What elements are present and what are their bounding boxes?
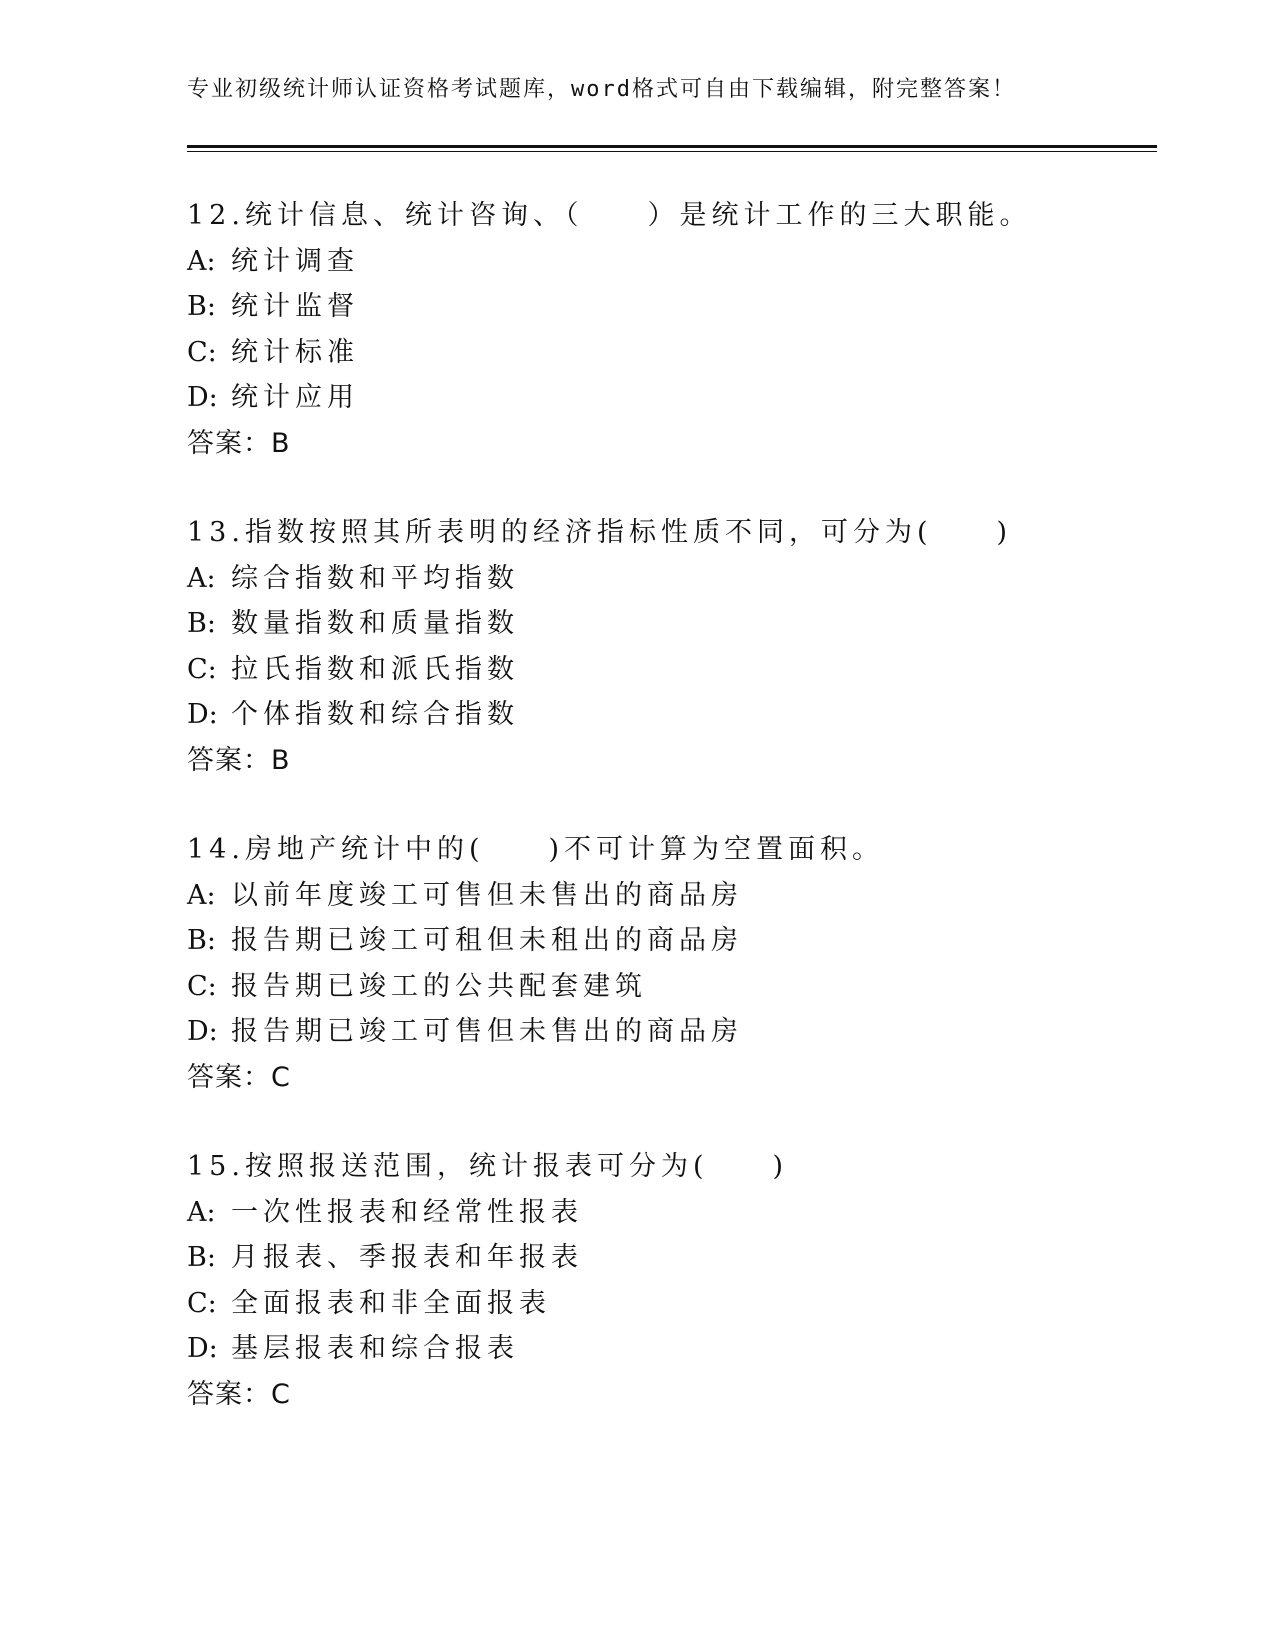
- option-key: C:: [187, 1287, 217, 1319]
- option-key: A:: [187, 245, 216, 277]
- option-c: [187, 330, 1167, 376]
- option-text: 数量指数和质量指数: [231, 608, 519, 639]
- option-text: 基层报表和综合报表: [231, 1333, 519, 1364]
- option-text: 个体指数和综合指数: [231, 699, 519, 730]
- option-text: 一次性报表和经常性报表: [231, 1196, 583, 1228]
- option-key: D:: [187, 1016, 218, 1047]
- option-key: B:: [187, 925, 216, 956]
- option-text: 月报表、季报表和年报表: [231, 1242, 583, 1273]
- option-d: [187, 1326, 1167, 1372]
- answer: 答案：B: [187, 744, 291, 776]
- option-b: [187, 601, 1167, 647]
- question-stem: 12.统计信息、统计咨询、（ ）是统计工作的三大职能。: [187, 200, 1032, 231]
- option-text: 报告期已竣工可售但未售出的商品房: [231, 1016, 743, 1047]
- option-key: A:: [187, 562, 216, 594]
- option-d: [187, 692, 1167, 738]
- question-stem: 13.指数按照其所表明的经济指标性质不同，可分为( ): [187, 517, 1013, 548]
- option-c: [187, 647, 1167, 693]
- answer: 答案：B: [187, 427, 291, 459]
- option-text: 报告期已竣工可租但未租出的商品房: [231, 925, 743, 956]
- option-key: C:: [187, 970, 217, 1002]
- option-key: A:: [187, 1196, 216, 1228]
- header-rule-thick: [187, 145, 1157, 148]
- answer: 答案：C: [187, 1378, 291, 1410]
- option-key: C:: [187, 336, 217, 368]
- option-b: [187, 1235, 1167, 1281]
- option-c: [187, 964, 1167, 1010]
- option-text: 统计监督: [231, 291, 359, 322]
- option-text: 综合指数和平均指数: [231, 562, 519, 594]
- option-key: B:: [187, 291, 216, 322]
- option-key: D:: [187, 382, 218, 413]
- option-a: [187, 239, 1167, 285]
- question-15: [187, 1144, 1167, 1417]
- option-key: D:: [187, 1333, 218, 1364]
- question-14: [187, 827, 1167, 1100]
- option-text: 报告期已竣工的公共配套建筑: [231, 970, 647, 1002]
- question-12: [187, 193, 1167, 466]
- option-a: [187, 873, 1167, 919]
- option-key: A:: [187, 879, 216, 911]
- option-d: [187, 375, 1167, 421]
- option-b: [187, 284, 1167, 330]
- option-text: 统计应用: [231, 382, 359, 413]
- option-text: 全面报表和非全面报表: [231, 1287, 551, 1319]
- option-b: [187, 918, 1167, 964]
- option-key: D:: [187, 699, 218, 730]
- answer: 答案：C: [187, 1061, 291, 1093]
- option-d: [187, 1009, 1167, 1055]
- option-key: C:: [187, 653, 217, 685]
- option-text: 统计调查: [231, 245, 359, 277]
- header-rule-thin: [187, 151, 1157, 152]
- option-text: 统计标准: [231, 336, 359, 368]
- question-stem: 14.房地产统计中的( )不可计算为空置面积。: [187, 834, 885, 865]
- option-key: B:: [187, 1242, 216, 1273]
- page-header: 专业初级统计师认证资格考试题库，word格式可自由下载编辑，附完整答案！: [187, 77, 1016, 102]
- option-c: [187, 1281, 1167, 1327]
- option-a: [187, 1190, 1167, 1236]
- question-stem: 15.按照报送范围，统计报表可分为( ): [187, 1151, 789, 1182]
- question-13: [187, 510, 1167, 783]
- option-text: 以前年度竣工可售但未售出的商品房: [231, 879, 743, 911]
- option-a: [187, 556, 1167, 602]
- option-key: B:: [187, 608, 216, 639]
- option-text: 拉氏指数和派氏指数: [231, 653, 519, 685]
